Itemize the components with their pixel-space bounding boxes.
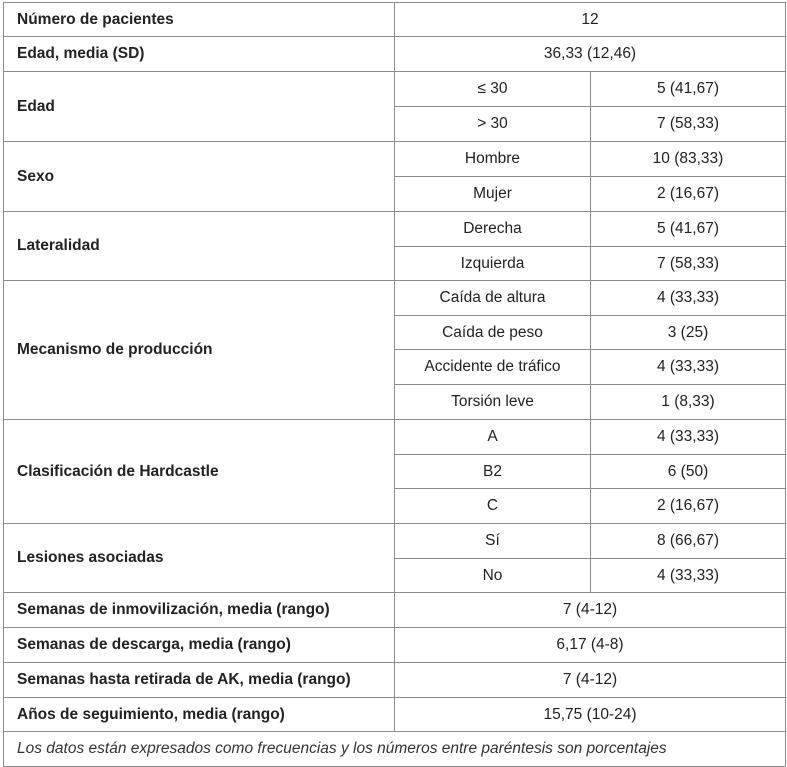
table-row bbox=[4, 593, 786, 628]
row-label: Edad, media (SD) bbox=[4, 37, 395, 72]
row-label: Semanas de inmovilización, media (rango) bbox=[4, 593, 395, 628]
category-cell: Izquierda bbox=[395, 247, 591, 281]
value-cell: 4 (33,33) bbox=[591, 281, 786, 316]
value-cell: 5 (41,67) bbox=[591, 212, 786, 247]
table-row bbox=[4, 281, 786, 316]
row-value: 7 (4-12) bbox=[395, 663, 786, 698]
category-cell: Sí bbox=[395, 524, 591, 559]
row-value: 7 (4-12) bbox=[395, 593, 786, 628]
category-cell: Mujer bbox=[395, 177, 591, 212]
row-label: Semanas hasta retirada de AK, media (rango) bbox=[4, 663, 395, 698]
category-cell: ≤ 30 bbox=[395, 72, 591, 107]
row-label: Número de pacientes bbox=[4, 3, 395, 37]
value-cell: 8 (66,67) bbox=[591, 524, 786, 559]
row-label: Semanas de descarga, media (rango) bbox=[4, 628, 395, 663]
row-label: Lesiones asociadas bbox=[4, 524, 395, 593]
row-value: 36,33 (12,46) bbox=[395, 37, 786, 72]
row-label: Sexo bbox=[4, 142, 395, 212]
category-cell: Derecha bbox=[395, 212, 591, 247]
value-cell: 10 (83,33) bbox=[591, 142, 786, 177]
table-row bbox=[4, 3, 786, 37]
table-row bbox=[4, 212, 786, 247]
footnote-row bbox=[4, 732, 786, 767]
value-cell: 7 (58,33) bbox=[591, 107, 786, 142]
row-label: Clasificación de Hardcastle bbox=[4, 420, 395, 524]
category-cell: B2 bbox=[395, 455, 591, 489]
value-cell: 3 (25) bbox=[591, 316, 786, 350]
value-cell: 4 (33,33) bbox=[591, 559, 786, 593]
row-label: Edad bbox=[4, 72, 395, 142]
row-label: Mecanismo de producción bbox=[4, 281, 395, 420]
category-cell: Torsión leve bbox=[395, 385, 591, 420]
row-value: 12 bbox=[395, 3, 786, 37]
value-cell: 2 (16,67) bbox=[591, 177, 786, 212]
value-cell: 1 (8,33) bbox=[591, 385, 786, 420]
value-cell: 4 (33,33) bbox=[591, 350, 786, 385]
value-cell: 2 (16,67) bbox=[591, 489, 786, 524]
table-row bbox=[4, 663, 786, 698]
footnote: Los datos están expresados como frecuencias y los números entre paréntesis son porcentajes bbox=[4, 732, 786, 767]
table-row bbox=[4, 37, 786, 72]
value-cell: 6 (50) bbox=[591, 455, 786, 489]
row-value: 6,17 (4-8) bbox=[395, 628, 786, 663]
demographics-table bbox=[3, 2, 786, 767]
value-cell: 7 (58,33) bbox=[591, 247, 786, 281]
row-label: Lateralidad bbox=[4, 212, 395, 281]
category-cell: > 30 bbox=[395, 107, 591, 142]
table-row bbox=[4, 420, 786, 455]
table-row bbox=[4, 524, 786, 559]
category-cell: Caída de altura bbox=[395, 281, 591, 316]
row-value: 15,75 (10-24) bbox=[395, 698, 786, 732]
value-cell: 5 (41,67) bbox=[591, 72, 786, 107]
table-row bbox=[4, 628, 786, 663]
table-row bbox=[4, 72, 786, 107]
table-row bbox=[4, 698, 786, 732]
category-cell: Caída de peso bbox=[395, 316, 591, 350]
category-cell: Hombre bbox=[395, 142, 591, 177]
category-cell: No bbox=[395, 559, 591, 593]
category-cell: C bbox=[395, 489, 591, 524]
category-cell: A bbox=[395, 420, 591, 455]
table-row bbox=[4, 142, 786, 177]
value-cell: 4 (33,33) bbox=[591, 420, 786, 455]
category-cell: Accidente de tráfico bbox=[395, 350, 591, 385]
row-label: Años de seguimiento, media (rango) bbox=[4, 698, 395, 732]
